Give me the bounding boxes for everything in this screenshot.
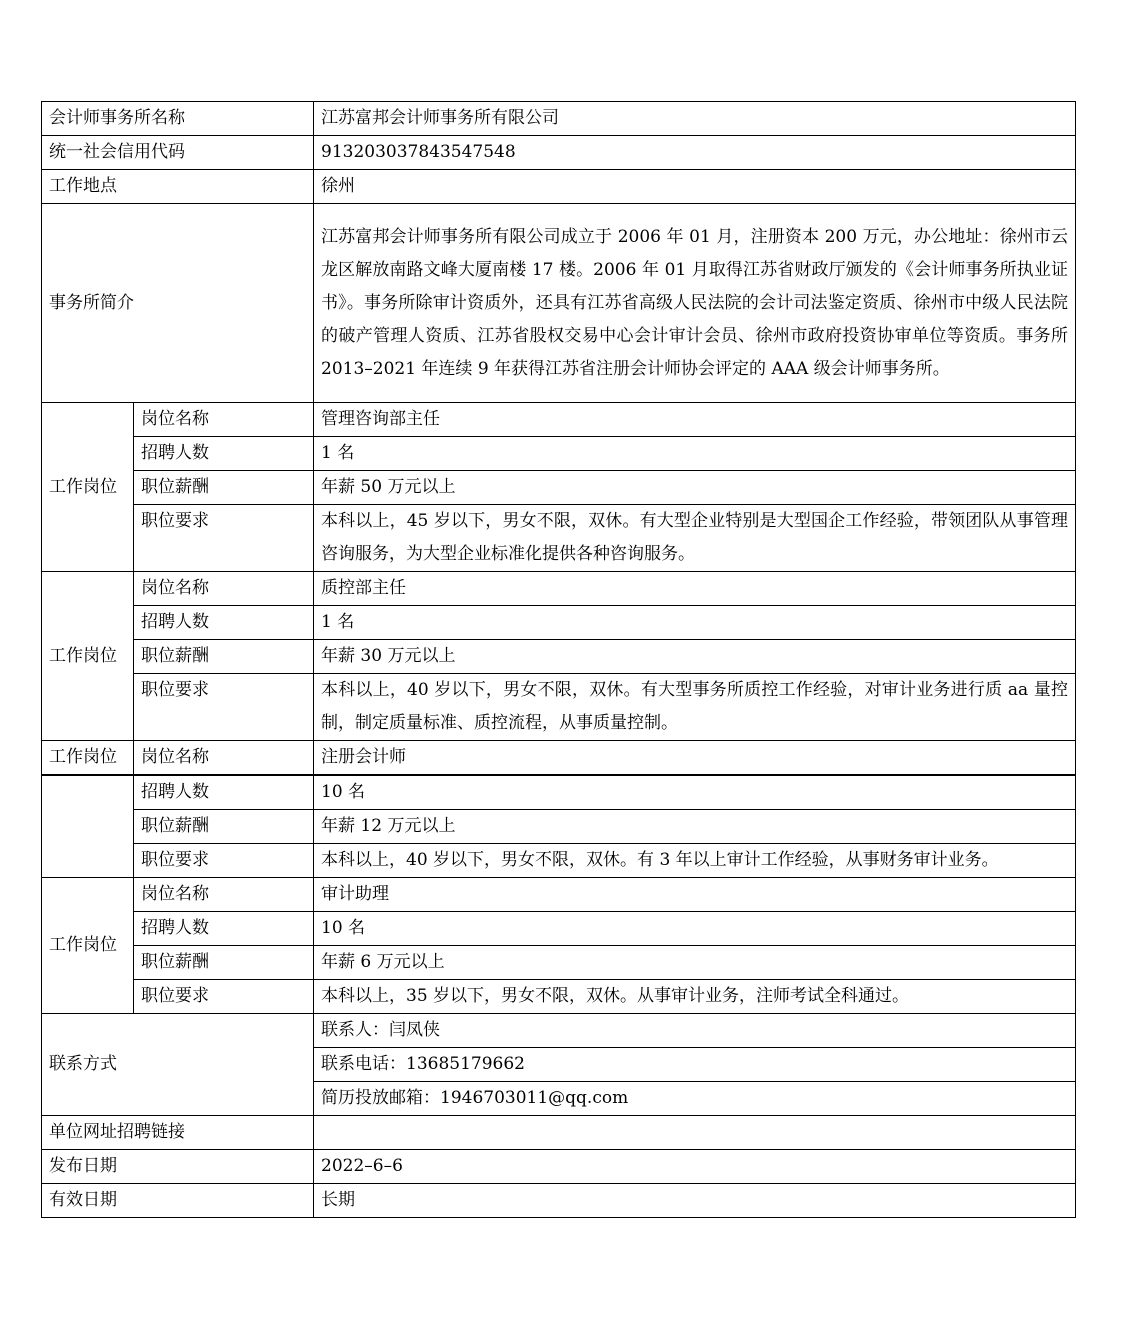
position-1-row-name	[42, 403, 1076, 437]
position-3-row-count	[42, 775, 1076, 810]
position-3-group-blank	[42, 775, 134, 878]
position-3-group-label: 工作岗位	[42, 741, 134, 776]
position-1-group-label: 工作岗位	[42, 403, 134, 572]
firm-name-label: 会计师事务所名称	[42, 102, 314, 136]
credit-code-label: 统一社会信用代码	[42, 136, 314, 170]
position-2-requirement-label: 职位要求	[134, 674, 314, 741]
position-2-name-label: 岗位名称	[134, 572, 314, 606]
position-4-row-count	[42, 912, 1076, 946]
credit-code-value: 913203037843547548	[314, 136, 1076, 170]
position-2-count-value: 1 名	[314, 606, 1076, 640]
position-1-row-salary	[42, 471, 1076, 505]
position-4-row-requirement	[42, 980, 1076, 1014]
row-valid-date	[42, 1184, 1076, 1218]
position-1-salary-value: 年薪 50 万元以上	[314, 471, 1076, 505]
position-2-row-name	[42, 572, 1076, 606]
position-2-count-label: 招聘人数	[134, 606, 314, 640]
position-1-name-label: 岗位名称	[134, 403, 314, 437]
position-3-requirement-value: 本科以上，40 岁以下，男女不限，双休。有 3 年以上审计工作经验，从事财务审计业务。	[314, 844, 1076, 878]
contact-person: 联系人：闫凤侠	[314, 1014, 1076, 1048]
position-1-requirement-label: 职位要求	[134, 505, 314, 572]
position-2-row-requirement	[42, 674, 1076, 741]
position-2-salary-label: 职位薪酬	[134, 640, 314, 674]
firm-name-value: 江苏富邦会计师事务所有限公司	[314, 102, 1076, 136]
intro-label: 事务所简介	[42, 204, 314, 403]
contact-email: 简历投放邮箱：1946703011@qq.com	[314, 1082, 1076, 1116]
position-4-name-label: 岗位名称	[134, 878, 314, 912]
position-3-requirement-label: 职位要求	[134, 844, 314, 878]
valid-date-label: 有效日期	[42, 1184, 314, 1218]
position-1-salary-label: 职位薪酬	[134, 471, 314, 505]
position-3-salary-value: 年薪 12 万元以上	[314, 810, 1076, 844]
intro-value: 江苏富邦会计师事务所有限公司成立于 2006 年 01 月，注册资本 200 万元，办公地址：徐州市云龙区解放南路文峰大厦南楼 17 楼。2006 年 01 月取得江苏省财政厅颁发的《会计师事务所执业证书》。事务所除审计资质外，还具有江苏省高级人民法院的会计司法鉴定资质、徐州市中级人民法院的破产管理人资质、江苏省股权交易中心会计审计会员、徐州市政府投资协审单位等资质。事务所 2013–2021 年连续 9 年获得江苏省注册会计师协会评定的 AAA 级会计师事务所。	[314, 204, 1076, 403]
position-1-row-requirement	[42, 505, 1076, 572]
recruitment-table-sheet	[41, 101, 1075, 1218]
publish-date-label: 发布日期	[42, 1150, 314, 1184]
row-publish-date	[42, 1150, 1076, 1184]
position-4-group-label: 工作岗位	[42, 878, 134, 1014]
contact-label: 联系方式	[42, 1014, 314, 1116]
position-2-requirement-value: 本科以上，40 岁以下，男女不限，双休。有大型事务所质控工作经验，对审计业务进行质 aa 量控制，制定质量标准、质控流程，从事质量控制。	[314, 674, 1076, 741]
position-4-count-value: 10 名	[314, 912, 1076, 946]
position-3-count-value: 10 名	[314, 775, 1076, 810]
position-3-row-requirement	[42, 844, 1076, 878]
row-credit-code	[42, 136, 1076, 170]
website-label: 单位网址招聘链接	[42, 1116, 314, 1150]
position-4-salary-label: 职位薪酬	[134, 946, 314, 980]
position-2-row-salary	[42, 640, 1076, 674]
position-1-name-value: 管理咨询部主任	[314, 403, 1076, 437]
position-1-row-count	[42, 437, 1076, 471]
position-2-group-label: 工作岗位	[42, 572, 134, 741]
row-website	[42, 1116, 1076, 1150]
recruitment-table	[41, 101, 1076, 1218]
position-4-row-salary	[42, 946, 1076, 980]
row-location	[42, 170, 1076, 204]
position-4-requirement-value: 本科以上，35 岁以下，男女不限，双休。从事审计业务，注师考试全科通过。	[314, 980, 1076, 1014]
position-1-count-label: 招聘人数	[134, 437, 314, 471]
publish-date-value: 2022–6–6	[314, 1150, 1076, 1184]
location-label: 工作地点	[42, 170, 314, 204]
position-3-name-value: 注册会计师	[314, 741, 1076, 776]
contact-phone: 联系电话：13685179662	[314, 1048, 1076, 1082]
position-3-count-label: 招聘人数	[134, 775, 314, 810]
position-4-count-label: 招聘人数	[134, 912, 314, 946]
position-4-requirement-label: 职位要求	[134, 980, 314, 1014]
row-intro	[42, 204, 1076, 403]
valid-date-value: 长期	[314, 1184, 1076, 1218]
website-value	[314, 1116, 1076, 1150]
position-1-count-value: 1 名	[314, 437, 1076, 471]
contact-row-person	[42, 1014, 1076, 1048]
position-3-name-label: 岗位名称	[134, 741, 314, 776]
position-3-row-salary	[42, 810, 1076, 844]
position-3-row-name	[42, 741, 1076, 776]
position-4-name-value: 审计助理	[314, 878, 1076, 912]
location-value: 徐州	[314, 170, 1076, 204]
position-4-salary-value: 年薪 6 万元以上	[314, 946, 1076, 980]
position-4-row-name	[42, 878, 1076, 912]
row-firm-name	[42, 102, 1076, 136]
position-2-name-value: 质控部主任	[314, 572, 1076, 606]
position-1-requirement-value: 本科以上，45 岁以下，男女不限，双休。有大型企业特别是大型国企工作经验，带领团队从事管理咨询服务，为大型企业标准化提供各种咨询服务。	[314, 505, 1076, 572]
position-3-salary-label: 职位薪酬	[134, 810, 314, 844]
position-2-salary-value: 年薪 30 万元以上	[314, 640, 1076, 674]
position-2-row-count	[42, 606, 1076, 640]
